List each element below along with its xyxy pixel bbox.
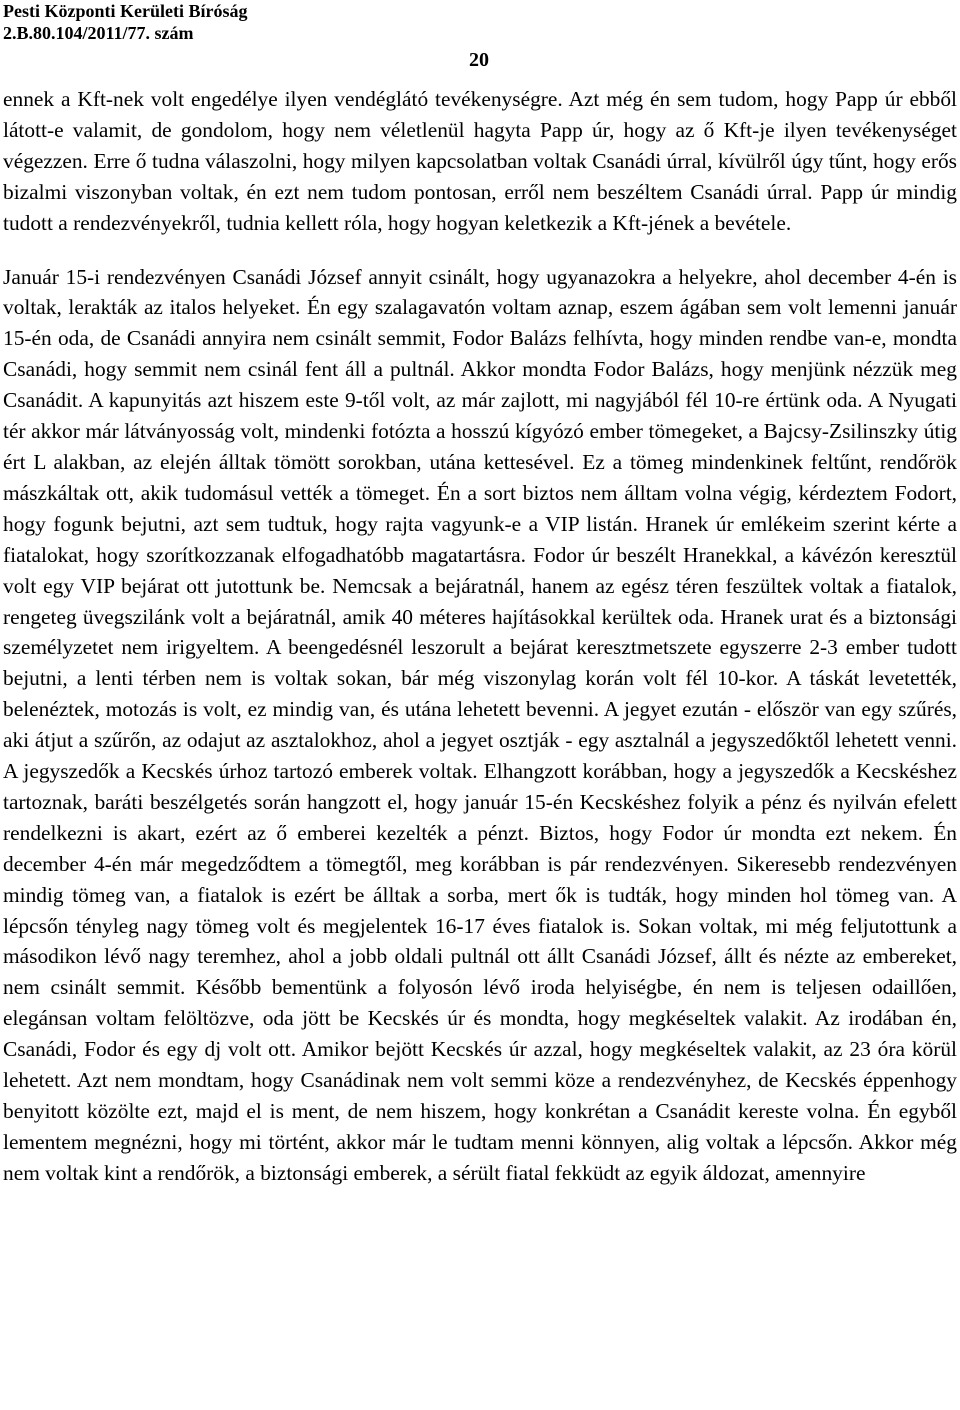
paragraph: ennek a Kft-nek volt engedélye ilyen vendéglátó tevékenységre. Azt még én sem tudom, hogy Papp úr ebből látott-e valamit, de gondolom, hogy nem véletlenül hagyta Papp úr, hogy az ő Kft-je ilyen tevékenységet végezzen. Erre ő tudna válaszolni, hogy milyen kapcsolatban voltak Csanádi úrral, kívülről úgy tűnt, hogy erős bizalmi viszonyban voltak, én ezt nem tudom pontosan, erről nem beszéltem Csanádi úrral. Papp úr mindig tudott a rendezvényekről, tudnia kellett róla, hogy hogyan keletkezik a Kft-jének a bevétele. [3, 87, 957, 235]
document-header [3, 0, 247, 44]
page-number: 20 [469, 49, 489, 71]
document-body [3, 84, 957, 1189]
paragraph: Január 15-i rendezvényen Csanádi József annyit csinált, hogy ugyanazokra a helyekre, ahol december 4-én is voltak, lerakták az italos helyeket. Én egy szalagavatón voltam aznap, eszem ágában sem volt lemenni január 15-én oda, de Csanádi annyira nem csinált semmit, Fodor Balázs felhívta, hogy minden rendbe van-e, mondta Csanádi, hogy semmit nem csinál fent áll a pultnál. Akkor mondta Fodor Balázs, hogy menjünk nézzük meg Csanádit. A kapunyitás azt hiszem este 9-től volt, az már zajlott, mi nagyjából fél 10-re értünk oda. A Nyugati tér akkor már látványosság volt, mindenki fotózta a hosszú kígyózó ember tömegeket, a Bajcsy-Zsilinszky útig ért L alakban, az elején álltak tömött sorokban, utána kettesével. Ez a tömeg mindenkinek feltűnt, rendőrök mászkáltak ott, akik tudomásul vették a tömeget. Én a sort biztos nem álltam volna végig, kérdeztem Fodort, hogy fogunk bejutni, azt sem tudtuk, hogy rajta vagyunk-e a VIP listán. Hranek úr emlékeim szerint kérte a fiatalokat, hogy szorítkozzanak elfogadhatóbb magatartásra. Fodor úr beszélt Hranekkal, a kávézón keresztül volt egy VIP bejárat ott jutottunk be. Nemcsak a bejáratnál, hanem az egész téren feszültek voltak a fiatalok, rengeteg üvegszilánk volt a bejáratnál, amik 40 méteres hajításokkal kerültek oda. Hranek urat és a biztonsági személyzetet nem irigyeltem. A beengedésnél leszorult a bejárat keresztmetszete egyszerre 2-3 ember tudott bejutni, a lenti térben nem is voltak sokan, bár még viszonylag korán volt fél 10-kor. A táskát levetették, belenéztek, motozás is volt, ez mindig van, és utána lehetett bevenni. A jegyet ezután - először van egy szűrés, aki átjut a szűrőn, az odajut az asztalokhoz, ahol a jegyet osztják - egy asztalnál a jegyszedőktől lehetett venni. A jegyszedők a Kecskés úrhoz tartozó emberek voltak. Elhangzott korábban, hogy a jegyszedők a Kecskéshez tartoznak, baráti beszélgetés során hangzott el, hogy január 15-én Kecskéshez folyik a pénz és nyilván efelett rendelkezni is akart, ezért az ő emberei kezelték a pénzt. Biztos, hogy Fodor úr mondta ezt nekem. Én december 4-én már megedződtem a tömegtől, meg korábban is pár rendezvényen. Sikeresebb rendezvényen mindig tömeg van, a fiatalok is ezért be álltak a sorba, mert ők is tudták, hogy minden hol tömeg van. A lépcsőn tényleg nagy tömeg volt és megjelentek 16-17 éves fiatalok is. Sokan voltak, mi még feljutottunk a másodikon lévő nagy teremhez, ahol a jobb oldali pultnál ott állt Csanádi József, állt és nézte az embereket, nem csinált semmit. Később bementünk a folyosón lévő iroda helyiségbe, én nem is teljesen odaillően, elegánsan voltam felöltözve, oda jött be Kecskés úr és mondta, hogy megkéseltek valakit. Az irodában én, Csanádi, Fodor és egy dj volt ott. Amikor bejött Kecskés úr azzal, hogy megkéseltek valakit, az 23 óra körül lehetett. Azt nem mondtam, hogy Csanádinak nem volt semmi köze a rendezvényhez, de Kecskés éppenhogy benyitott közölte ezt, majd el is ment, de nem hiszem, hogy konkrétan a Csanádit kereste volna. Én egyből lementem megnézni, hogy mi történt, akkor már le tudtam menni könnyen, alig voltak a lépcsőn. Akkor még nem voltak kint a rendőrök, a biztonsági emberek, a sérült fiatal fekküdt az egyik áldozat, amennyire [3, 264, 957, 1185]
case-number: 2.B.80.104/2011/77. szám [3, 23, 194, 43]
court-name: Pesti Központi Kerületi Bíróság [3, 1, 248, 21]
